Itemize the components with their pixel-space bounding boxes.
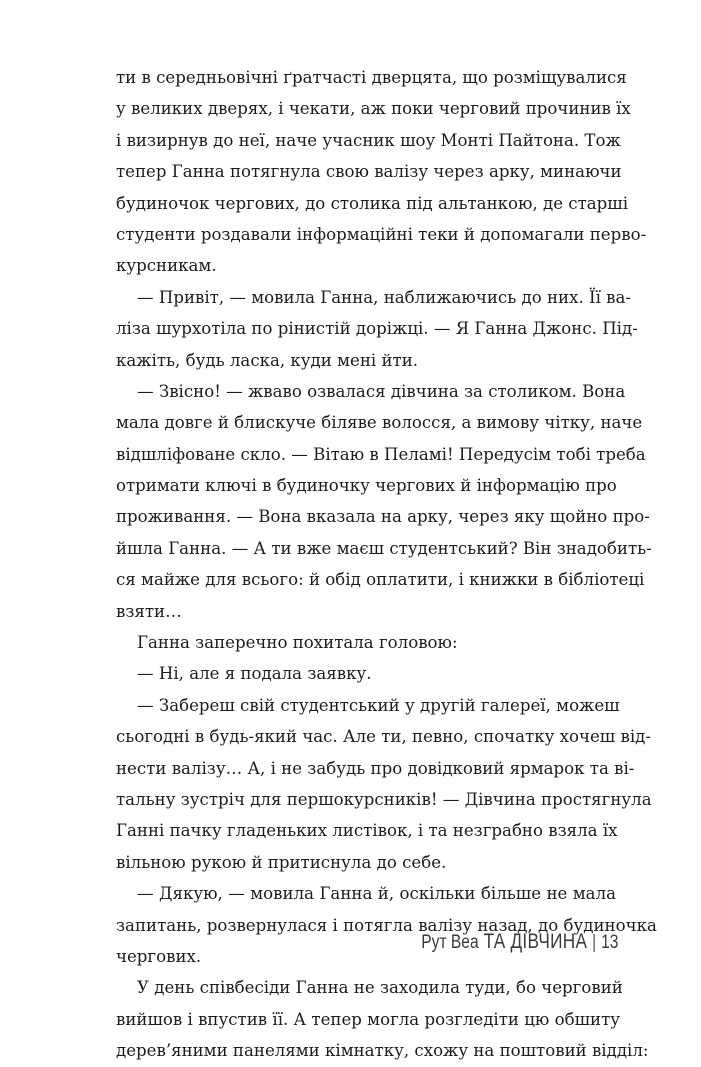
- footer-separator: |: [591, 932, 596, 953]
- text-line: мала довге й блискуче біляве волосся, а вимову чітку, наче: [116, 413, 643, 433]
- footer-author: Рут Веа: [420, 932, 479, 953]
- text-line: будиночок чергових, до столика під альтанкою, де старші: [116, 193, 629, 213]
- text-line: йшла Ганна. — А ти вже маєш студентський? Він знадобить-: [116, 538, 652, 558]
- text-line: — Звісно! — жваво озвалася дівчина за столиком. Вона: [137, 381, 626, 401]
- text-line: відшліфоване скло. — Вітаю в Пеламі! Передусім тобі треба: [116, 444, 646, 464]
- text-line: тальну зустріч для першокурсників! — Дівчина простягнула: [116, 789, 652, 809]
- text-line: ти в середньовічні ґратчасті дверцята, що розміщувалися: [116, 68, 627, 87]
- text-line: і визирнув до неї, наче учасник шоу Монті Пайтона. Тож: [116, 130, 621, 150]
- text-line: Ганна заперечно похитала головою:: [137, 633, 458, 653]
- text-line: — Привіт, — мовила Ганна, наближаючись до них. Її ва-: [137, 287, 631, 307]
- text-line: ся майже для всього: й обід оплатити, і книжки в бібліотеці: [116, 570, 645, 590]
- text-line: вийшов і впустив її. А тепер могла розгледіти цю обшиту: [116, 1009, 621, 1029]
- text-line: запитань, розвернулася і потягла валізу назад, до будиночка: [116, 915, 657, 935]
- text-line: курсникам.: [116, 256, 217, 276]
- text-line: — Забереш свій студентський у другій галереї, можеш: [137, 695, 620, 715]
- footer-book-title: ТА ДІВЧИНА: [483, 930, 587, 953]
- body-text: [116, 62, 657, 1067]
- text-line: отримати ключі в будиночку чергових й інформацію про: [116, 476, 617, 496]
- text-line: дерев’яними панелями кімнатку, схожу на поштовий відділ:: [116, 1041, 649, 1061]
- page-number: 13: [600, 932, 618, 953]
- text-line: у великих дверях, і чекати, аж поки черговий прочинив їх: [116, 99, 631, 119]
- text-line: ліза шурхотіла по рінистій доріжці. — Я Ганна Джонс. Під-: [116, 319, 638, 339]
- text-line: тепер Ганна потягнула свою валізу через арку, минаючи: [116, 162, 622, 182]
- text-line: вільною рукою й притиснула до себе.: [116, 852, 447, 872]
- text-line: сьогодні в будь-який час. Але ти, певно, спочатку хочеш від-: [116, 727, 651, 747]
- text-line: чергових.: [116, 946, 202, 966]
- text-line: студенти роздавали інформаційні теки й допомагали перво-: [116, 224, 647, 244]
- text-line: — Дякую, — мовила Ганна й, оскільки більше не мала: [137, 884, 616, 904]
- text-line: кажіть, будь ласка, куди мені йти.: [116, 350, 419, 370]
- text-line: взяти…: [116, 601, 182, 621]
- running-footer: [421, 930, 618, 954]
- text-line: — Ні, але я подала заявку.: [137, 664, 372, 684]
- text-line: проживання. — Вона вказала на арку, через яку щойно про-: [116, 507, 650, 527]
- text-line: У день співбесіди Ганна не заходила туди, бо черговий: [137, 978, 623, 998]
- text-line: нести валізу… А, і не забудь про довідковий ярмарок та ві-: [116, 758, 635, 778]
- text-line: Ганні пачку гладеньких листівок, і та незграбно взяла їх: [116, 821, 618, 841]
